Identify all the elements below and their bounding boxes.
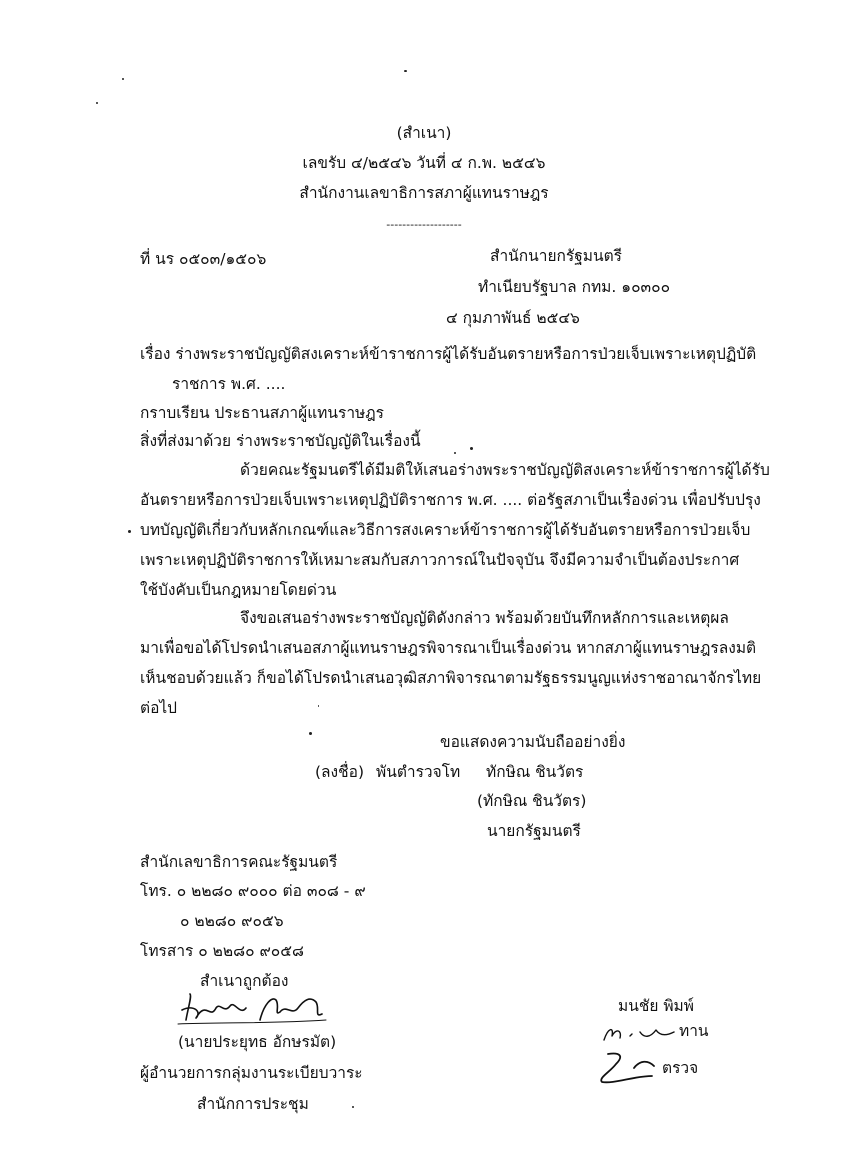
scan-speck <box>122 78 124 80</box>
typed-label: ทาน <box>679 1022 709 1040</box>
typist-initial-mark <box>600 1022 678 1046</box>
body-para1-line-3: บทบัญญัติเกี่ยวกับหลักเกณฑ์และวิธีการสงเคราะห์ข้าราชการผู้ได้รับอันตรายหรือการป่วยเจ็บ <box>140 521 751 539</box>
receiving-office: สำนักงานเลขาธิการสภาผู้แทนราษฎร <box>299 184 549 202</box>
signer-title: นายกรัฐมนตรี <box>487 822 581 840</box>
sender-office: สำนักนายกรัฐมนตรี <box>490 247 622 265</box>
signed-label: (ลงชื่อ) <box>315 763 364 781</box>
body-para1-line-2: อันตรายหรือการป่วยเจ็บเพราะเหตุปฏิบัติราชการ พ.ศ. .... ต่อรัฐสภาเป็นเรื่องด่วน เพื่อปรับปรุง <box>140 491 761 509</box>
enclosure: สิ่งที่ส่งมาด้วย ร่างพระราชบัญญัติในเรื่องนี้ <box>140 432 421 450</box>
scan-speck <box>309 732 312 735</box>
body-para2-line-3: เห็นชอบด้วยแล้ว ก็ขอได้โปรดนำเสนอวุฒิสภาพิจารณาตามรัฐธรรมนูญแห่งราชอาณาจักรไทย <box>140 669 762 687</box>
addressee: กราบเรียน ประธานสภาผู้แทนราษฎร <box>140 404 384 422</box>
scan-speck <box>96 102 98 104</box>
body-para1-line-4: เพราะเหตุปฏิบัติราชการให้เหมาะสมกับสภาวการณ์ในปัจจุบัน จึงมีความจำเป็นต้องประกาศ <box>140 551 740 569</box>
subject-line-1: เรื่อง ร่างพระราชบัญญัติสงเคราะห์ข้าราชการผู้ได้รับอันตรายหรือการป่วยเจ็บเพราะเหตุปฏิบัติ <box>140 345 757 363</box>
body-para2-line-4: ต่อไป <box>140 699 178 717</box>
typist-name: มนชัย พิมพ์ <box>618 997 694 1015</box>
subject-line-2: ราชการ พ.ศ. .... <box>172 375 286 393</box>
signer-rank: พันตำรวจโท <box>376 763 461 781</box>
scan-speck <box>128 530 131 533</box>
body-para2-line-1: จึงขอเสนอร่างพระราชบัญญัติดังกล่าว พร้อมด้วยบันทึกหลักการและเหตุผล <box>240 609 729 627</box>
body-para1-line-5: ใช้บังคับเป็นกฎหมายโดยด่วน <box>140 581 337 599</box>
signer-name-parenthesized: (ทักษิณ ชินวัตร) <box>477 792 587 810</box>
header-divider: ------------------- <box>386 218 462 231</box>
certifier-name: (นายประยุทธ อักษรมัต) <box>178 1033 337 1051</box>
body-para2-line-2: มาเพื่อขอได้โปรดนำเสนอสภาผู้แทนราษฎรพิจารณาเป็นเรื่องด่วน หากสภาผู้แทนราษฎรลงมติ <box>140 639 757 657</box>
contact-phone: โทร. ๐ ๒๒๘๐ ๙๐๐๐ ต่อ ๓๐๘ - ๙ <box>140 882 366 900</box>
sender-address: ทำเนียบรัฐบาล กทม. ๑๐๓๐๐ <box>478 278 671 296</box>
signer-name: ทักษิณ ชินวัตร <box>486 763 584 781</box>
certifier-signature <box>176 990 336 1030</box>
scan-speck <box>352 1106 354 1108</box>
contact-phone-2: ๐ ๒๒๘๐ ๙๐๕๖ <box>180 912 284 930</box>
scan-speck <box>454 452 456 454</box>
reference-number: ที่ นร ๐๕๐๓/๑๕๐๖ <box>140 250 267 268</box>
checked-label: ตรวจ <box>662 1059 699 1077</box>
scan-speck <box>318 705 319 707</box>
letter-date: ๔ กุมภาพันธ์ ๒๕๔๖ <box>446 309 580 327</box>
contact-office: สำนักเลขาธิการคณะรัฐมนตรี <box>140 853 338 871</box>
checker-initial-mark <box>594 1048 664 1088</box>
certification-label: สำเนาถูกต้อง <box>200 972 289 990</box>
copy-mark: (สำเนา) <box>396 124 452 142</box>
closing-salutation: ขอแสดงความนับถืออย่างยิ่ง <box>440 733 626 751</box>
scan-speck <box>470 447 473 450</box>
certifier-office: สำนักการประชุม <box>197 1095 309 1113</box>
body-para1-line-1: ด้วยคณะรัฐมนตรีได้มีมติให้เสนอร่างพระราชบัญญัติสงเคราะห์ข้าราชการผู้ได้รับ <box>240 461 770 479</box>
contact-fax: โทรสาร ๐ ๒๒๘๐ ๙๐๕๘ <box>140 942 304 960</box>
certifier-position: ผู้อำนวยการกลุ่มงานระเบียบวาระ <box>140 1064 363 1082</box>
receipt-line: เลขรับ ๔/๒๕๔๖ วันที่ ๔ ก.พ. ๒๕๔๖ <box>302 154 546 172</box>
scan-speck <box>404 70 407 72</box>
